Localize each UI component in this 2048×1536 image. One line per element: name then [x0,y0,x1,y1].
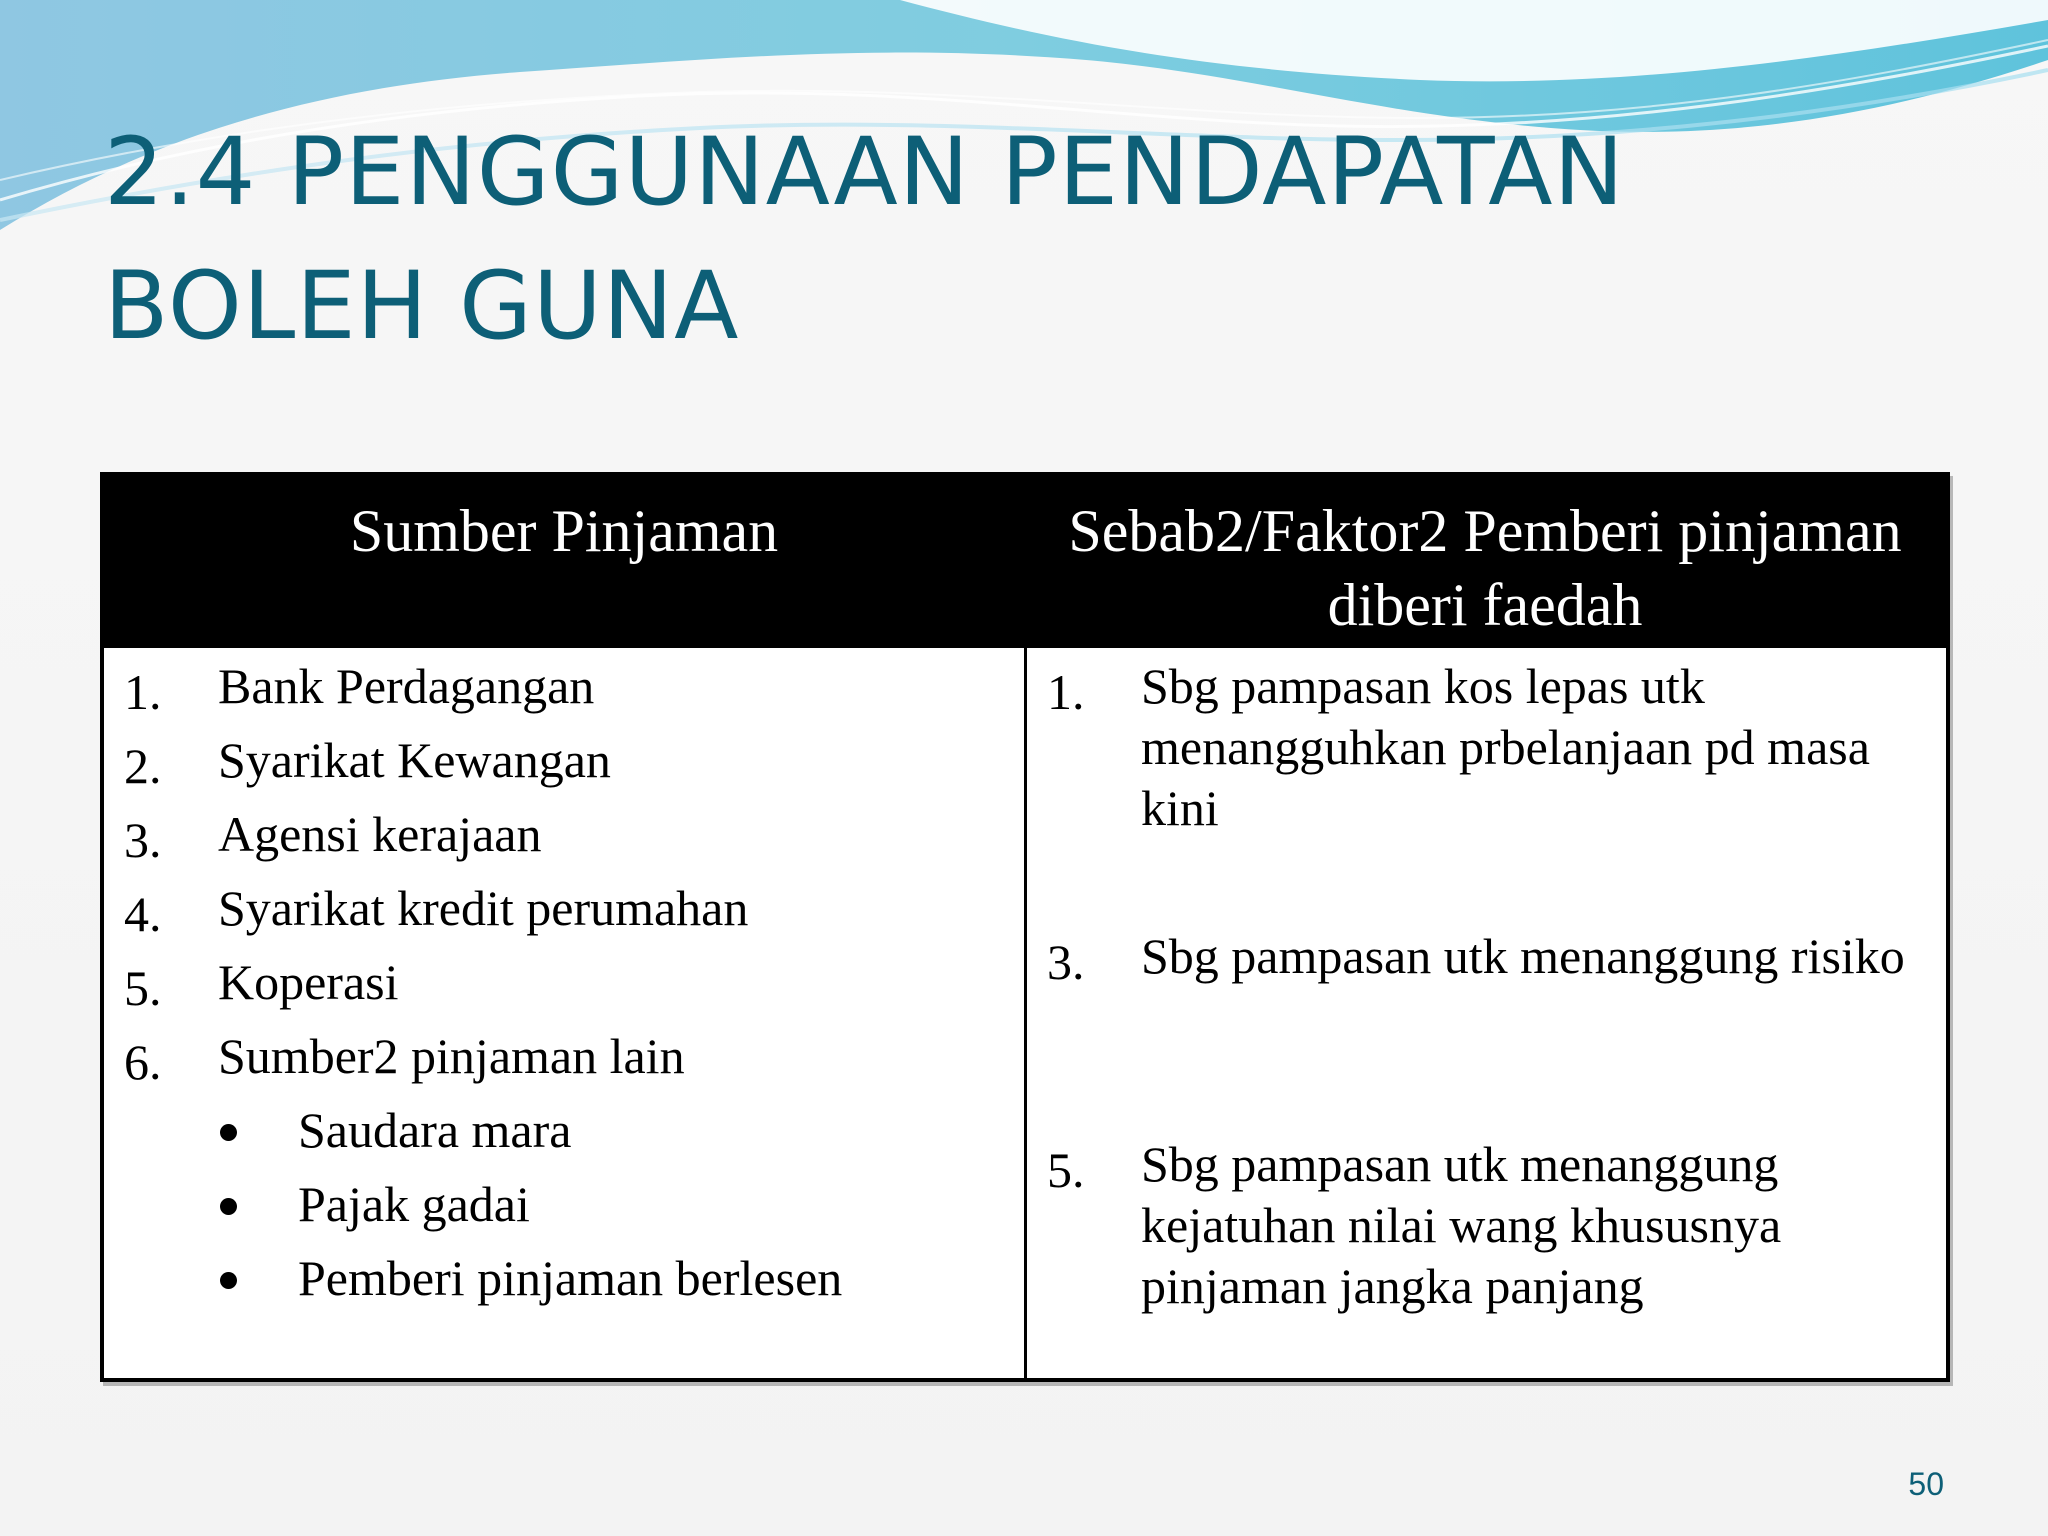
bullet-icon [220,1272,237,1289]
header-loan-sources: Sumber Pinjaman [349,498,779,564]
item-number: 3. [1047,934,1085,990]
item-number: 1. [124,664,162,720]
table-header [104,476,1946,648]
item-text: Sbg pampasan utk menanggung kejatuhan nilai wang khususnya pinjaman jangka panjang [1141,1136,1782,1314]
item-number: 6. [124,1034,162,1090]
header-interest-reasons: Sebab2/Faktor2 Pemberi pinjaman diberi faedah [1068,498,1902,638]
slide-title: 2.4 PENGGUNAAN PENDAPATAN BOLEH GUNA [104,118,1625,361]
item-text: Koperasi [218,954,399,1010]
sub-item-text: Pajak gadai [298,1176,530,1232]
bullet-icon [220,1198,237,1215]
column-divider [1024,648,1027,1382]
item-number: 4. [124,886,162,942]
item-number: 3. [124,812,162,868]
item-text: Sumber2 pinjaman lain [218,1028,685,1084]
item-number: 2. [124,738,162,794]
bullet-icon [220,1124,237,1141]
item-number: 5. [1047,1142,1085,1198]
item-text: Syarikat Kewangan [218,732,611,788]
page-number: 50 [1908,1466,1944,1502]
item-text: Bank Perdagangan [218,658,595,714]
sub-item-text: Saudara mara [298,1102,572,1158]
item-number: 1. [1047,664,1085,720]
loan-sources-table [100,472,1950,1382]
item-text: Sbg pampasan kos lepas utk menangguhkan prbelanjaan pd masa kini [1141,658,1870,836]
item-number: 5. [124,960,162,1016]
item-text: Agensi kerajaan [218,806,542,862]
item-text: Sbg pampasan utk menanggung risiko [1141,928,1905,984]
sub-item-text: Pemberi pinjaman berlesen [298,1250,843,1306]
item-text: Syarikat kredit perumahan [218,880,749,936]
